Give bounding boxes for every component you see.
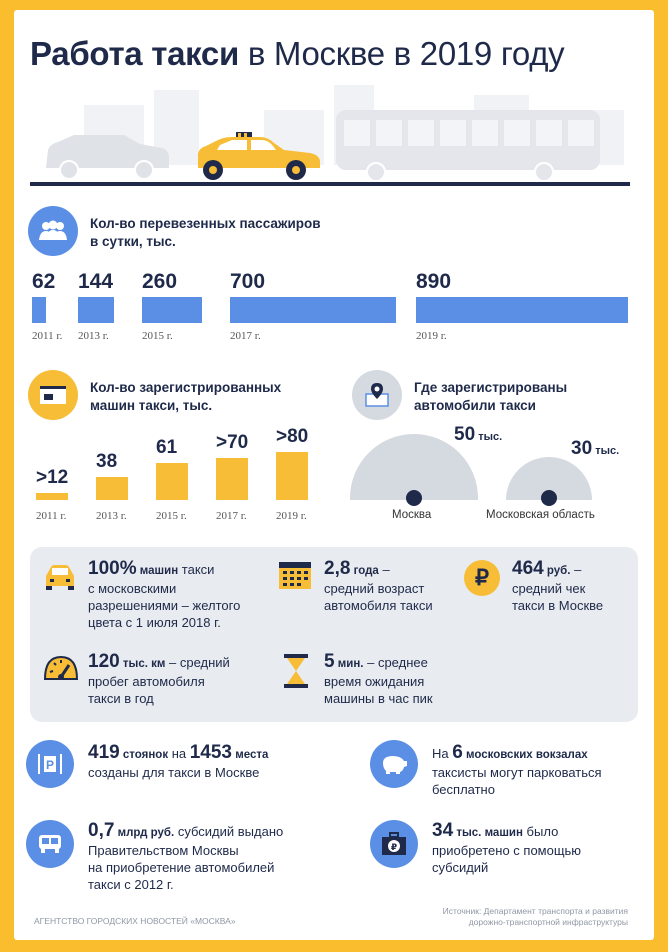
source-credit: Источник: Департамент транспорта и развития дорожно-транспортной инфраструктуры [442, 906, 628, 927]
moscow-label: Москва [392, 509, 432, 521]
page-title: Работа такси в Москве в 2019 году [30, 35, 565, 72]
passengers-year: 2019 г. [416, 330, 447, 342]
hourglass-icon [282, 653, 310, 689]
region-dot [541, 490, 557, 506]
piggy-bank-icon [370, 740, 418, 788]
fact-stations: На 6 московских вокзалах таксисты могут парковаться бесплатно [432, 742, 602, 797]
cars-value: 38 [96, 451, 118, 472]
fact-bought-cars: 34 тыс. машин было приобретено с помощью субсидий [432, 820, 582, 875]
cars-value: 61 [156, 437, 178, 458]
cars-bar [216, 458, 248, 500]
passengers-bar [142, 297, 202, 323]
cars-bar [36, 493, 68, 500]
fact-subsidies: 0,7 млрд руб. субсидий выдано Правительством Москвы на приобретение автомобилей такси с 2012 г. [88, 820, 284, 892]
cars-year: 2015 г. [156, 510, 187, 522]
passengers-icon [28, 206, 78, 256]
map-pin-icon [352, 370, 402, 420]
hero-illustration [14, 80, 654, 200]
cars-year: 2019 г. [276, 510, 307, 522]
passengers-year: 2011 г. [32, 330, 63, 342]
passengers-bar [32, 297, 46, 323]
passengers-title: Кол-во перевезенных пассажиров в сутки, тыс. [90, 216, 321, 249]
region-value: 30 тыс. [571, 438, 620, 459]
ruble-icon: ₽ [464, 560, 500, 596]
moscow-value: 50 тыс. [454, 424, 503, 445]
cars-value: >12 [36, 467, 69, 488]
passengers-value: 890 [416, 270, 452, 293]
fact-parking: 419 стоянок на 1453 места созданы для такси в Москве [88, 742, 269, 780]
cars-year: 2011 г. [36, 510, 67, 522]
passengers-value: 62 [32, 270, 56, 293]
cars-year: 2013 г. [96, 510, 127, 522]
cars-value: >80 [276, 426, 309, 447]
svg-text:₽: ₽ [390, 843, 398, 853]
fact-car-age: 2,8 года – средний возраст автомобиля такси [324, 558, 433, 613]
agency-credit: АГЕНТСТВО ГОРОДСКИХ НОВОСТЕЙ «МОСКВА» [34, 916, 236, 926]
passengers-year: 2017 г. [230, 330, 261, 342]
cars-bar [276, 452, 308, 500]
fact-average-check: 464 руб. – средний чек такси в Москве [512, 558, 604, 613]
calendar-icon [278, 560, 312, 590]
passengers-bar [78, 297, 114, 323]
bus-icon [336, 110, 600, 181]
cars-title: Кол-во зарегистрированных машин такси, тыс. [90, 380, 282, 413]
registered-title: Где зарегистрированы автомобили такси [414, 380, 568, 413]
road-line [30, 182, 630, 186]
fact-mileage: 120 тыс. км – средний пробег автомобиля такси в год [88, 651, 230, 706]
registered-cars-icon [28, 370, 78, 420]
passengers-year: 2015 г. [142, 330, 173, 342]
grey-car-icon [46, 135, 169, 179]
passengers-value: 700 [230, 270, 266, 293]
cars-bar [96, 477, 128, 500]
taxi-front-icon [42, 560, 78, 592]
cars-value: >70 [216, 432, 249, 453]
svg-text:P: P [45, 758, 55, 772]
speedometer-icon [42, 653, 80, 683]
passengers-value: 260 [142, 270, 178, 293]
bus-stop-icon [26, 820, 74, 868]
cars-year: 2017 г. [216, 510, 247, 522]
fact-yellow-cars: 100% машин такси с московскими разрешениями – желтого цвета с 1 июля 2018 г. [88, 558, 241, 630]
passengers-value: 144 [78, 270, 114, 293]
passengers-bar [416, 297, 628, 323]
passengers-year: 2013 г. [78, 330, 109, 342]
wallet-icon [370, 820, 418, 868]
fact-wait-time: 5 мин. – среднее время ожидания машины в час пик [324, 651, 433, 706]
passengers-bar [230, 297, 396, 323]
infographic-card [14, 10, 654, 940]
region-label: Московская область [486, 509, 595, 521]
moscow-dot [406, 490, 422, 506]
parking-icon [26, 740, 74, 788]
cars-bar [156, 463, 188, 500]
